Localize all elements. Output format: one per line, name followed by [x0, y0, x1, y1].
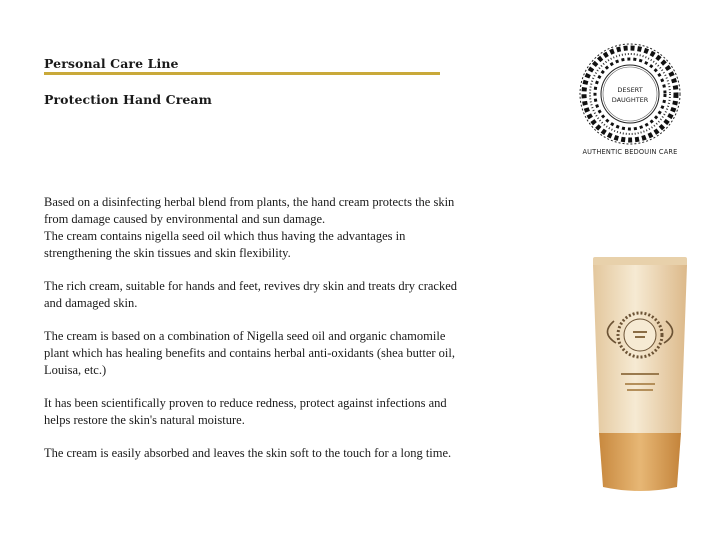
text-line: Based on a disinfecting herbal blend from plants, the hand cream protects the skin — [44, 195, 455, 209]
text-line: The rich cream, suitable for hands and feet, revives dry skin and treats dry cracked — [44, 279, 458, 293]
text-line: It has been scientifically proven to reduce redness, protect against infections and — [44, 396, 447, 410]
gold-divider — [44, 72, 440, 75]
logo-brand-line2: DAUGHTER — [611, 96, 649, 104]
line-title: Personal Care Line — [44, 56, 179, 71]
text-line: from damage caused by environmental and sun damage. — [44, 212, 326, 226]
paragraph-ingredients — [44, 328, 524, 379]
text-line: and damaged skin. — [44, 296, 138, 310]
text-line: plant which has healing benefits and contains herbal anti-oxidants (shea butter oil, — [44, 346, 455, 360]
text-line: The cream is based on a combination of Nigella seed oil and organic chamomile — [44, 329, 446, 343]
ornate-circular-logo-icon — [570, 40, 690, 148]
cream-tube-image — [585, 255, 695, 495]
paragraph-science — [44, 395, 524, 429]
logo-tagline: AUTHENTIC BEDOUIN CARE — [582, 148, 678, 156]
text-line: Louisa, etc.) — [44, 363, 107, 377]
text-line: helps restore the skin's natural moisture. — [44, 413, 245, 427]
logo-brand-line1: DESERT — [617, 86, 643, 94]
paragraph-absorption — [44, 445, 524, 462]
product-image — [585, 255, 695, 495]
paragraph-usage — [44, 278, 524, 312]
text-line: strengthening the skin tissues and skin flexibility. — [44, 246, 291, 260]
brand-logo — [570, 40, 690, 162]
paragraph-benefits — [44, 194, 524, 262]
text-line: The cream contains nigella seed oil which thus having the advantages in — [44, 229, 406, 243]
product-title: Protection Hand Cream — [44, 92, 212, 107]
text-line: The cream is easily absorbed and leaves the skin soft to the touch for a long time. — [44, 446, 452, 460]
product-description — [44, 194, 524, 478]
